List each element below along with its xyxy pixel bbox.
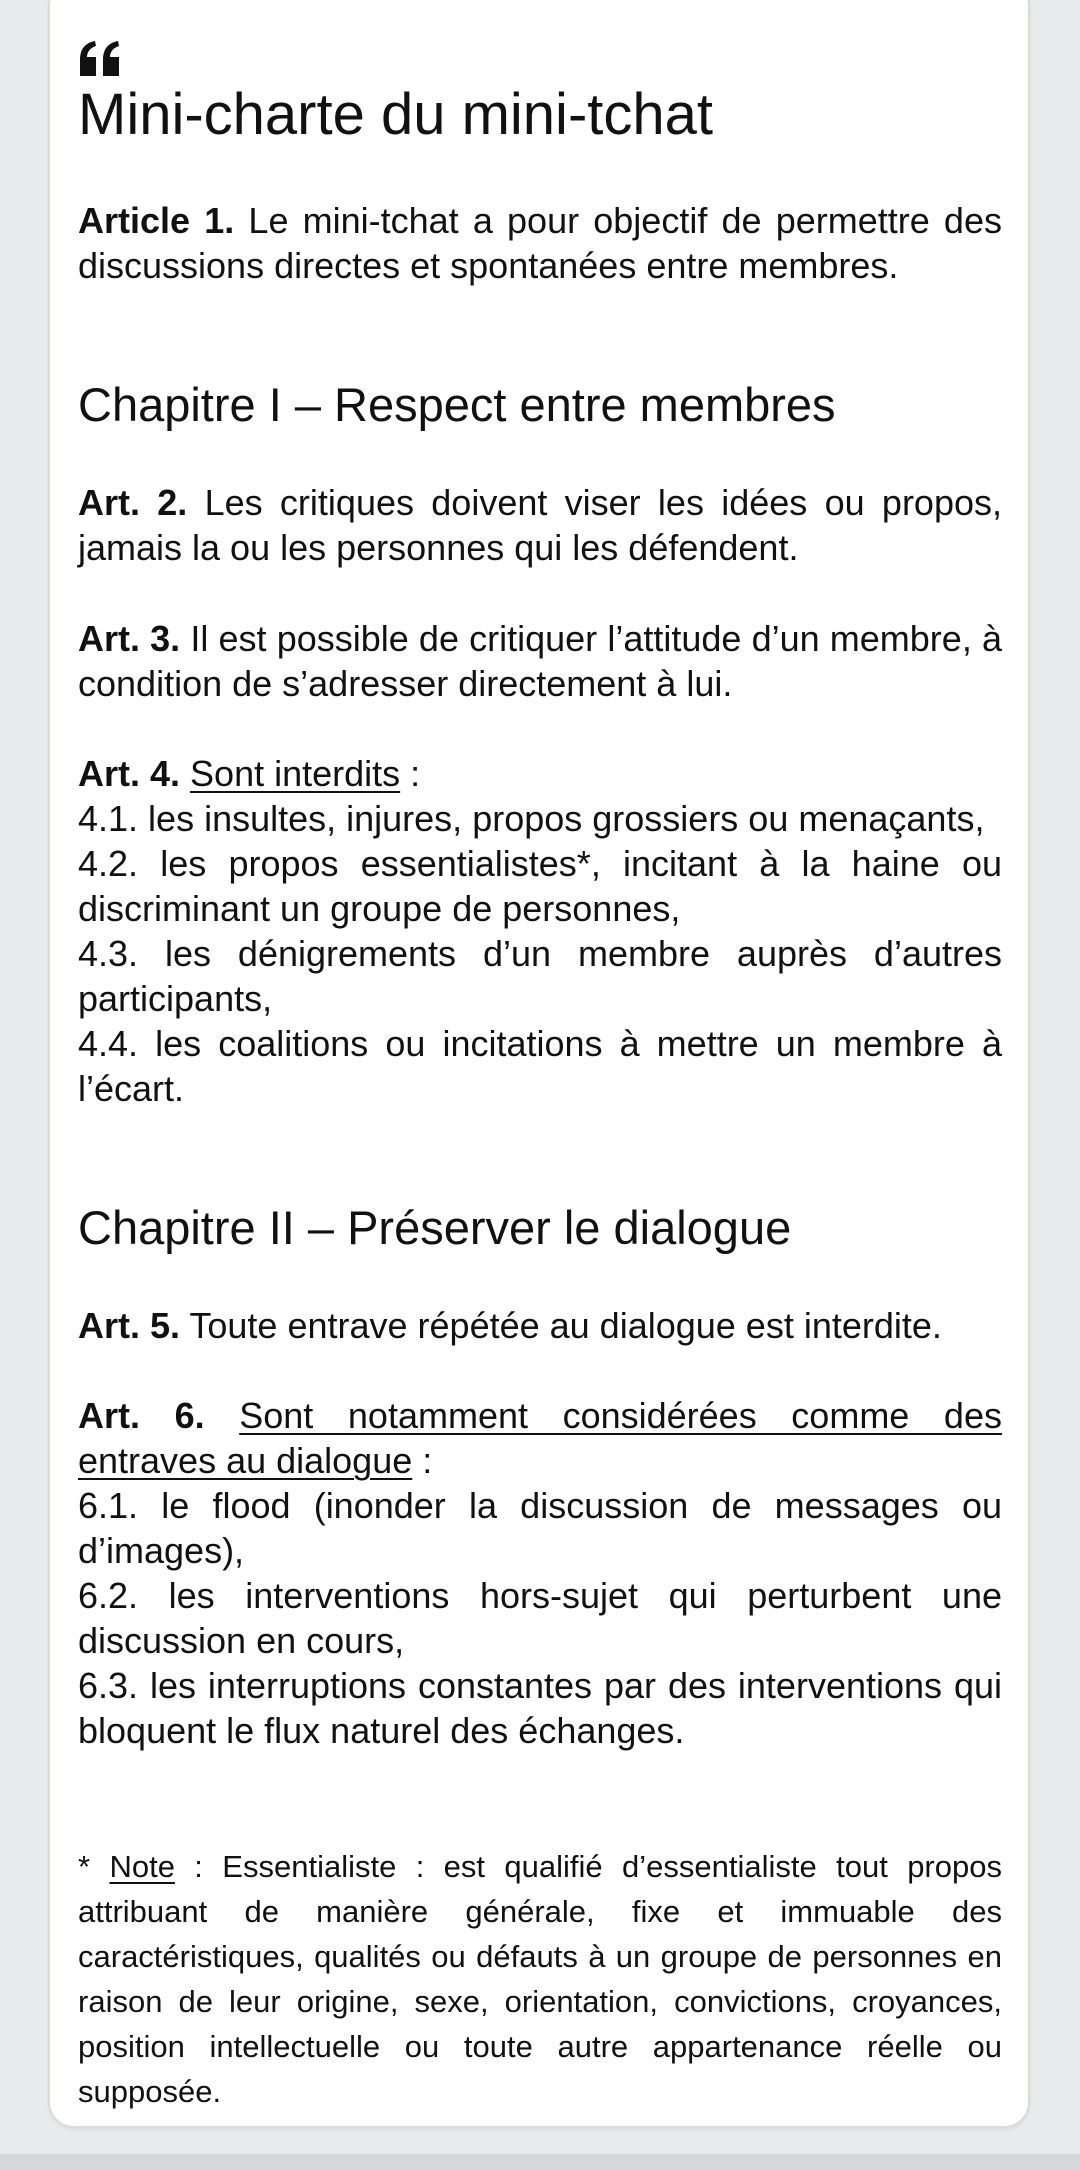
article-5-text: Toute entrave répétée au dialogue est interdite. (189, 1305, 942, 1346)
article-4-colon: : (400, 753, 421, 794)
chapter-2-title: Chapitre II – Préserver le dialogue (78, 1201, 792, 1254)
article-6-heading: Sont notamment considérées comme des entraves au dialogue (78, 1395, 1002, 1481)
article-3 (78, 616, 1002, 706)
article-4-heading: Sont interdits (190, 753, 401, 794)
article-6-item-2: 6.2. les interventions hors-sujet qui perturbent une discussion en cours, (78, 1575, 1002, 1661)
article-5 (78, 1303, 1002, 1348)
article-1-text: Le mini-tchat a pour objectif de permettre des discussions directes et spontanées entre membres. (78, 200, 1002, 286)
quote-icon (78, 40, 122, 78)
article-4 (78, 751, 1002, 1111)
article-3-label: Art. 3. (78, 618, 181, 659)
article-6-item-1: 6.1. le flood (inonder la discussion de messages ou d’images), (78, 1485, 1002, 1571)
footnote-text: : Essentialiste : est qualifié d’essentialiste tout propos attribuant de manière générale, fixe et immuable des caractéristiques, qualités ou défauts à un groupe de personnes en raison de leur origine, sexe, orientation, convictions, croyances, position intellectuelle ou toute autre appartenance réelle ou supposée. (78, 1849, 1002, 2109)
article-6 (78, 1393, 1002, 1753)
page-title: Mini-charte du mini-tchat (78, 82, 713, 147)
article-2-text: Les critiques doivent viser les idées ou propos, jamais la ou les personnes qui les défendent. (78, 482, 1002, 568)
article-4-item-3: 4.3. les dénigrements d’un membre auprès d’autres participants, (78, 933, 1002, 1019)
article-1-label: Article 1. (78, 200, 235, 241)
article-6-label: Art. 6. (78, 1395, 205, 1436)
article-4-item-4: 4.4. les coalitions ou incitations à mettre un membre à l’écart. (78, 1023, 1002, 1109)
article-1 (78, 198, 1002, 288)
article-2-label: Art. 2. (78, 482, 188, 523)
article-6-heading-line (78, 1393, 1002, 1483)
article-4-heading-line (78, 751, 1002, 796)
article-6-item-3: 6.3. les interruptions constantes par des interventions qui bloquent le flux naturel des échanges. (78, 1665, 1002, 1751)
chapter-1-title: Chapitre I – Respect entre membres (78, 378, 836, 431)
article-4-item-2: 4.2. les propos essentialistes*, incitant à la haine ou discriminant un groupe de personnes, (78, 843, 1002, 929)
article-2 (78, 480, 1002, 570)
article-6-colon: : (412, 1440, 433, 1481)
article-4-item-1: 4.1. les insultes, injures, propos grossiers ou menaçants, (78, 798, 985, 839)
article-3-text: Il est possible de critiquer l’attitude d’un membre, à condition de s’adresser directement à lui. (78, 618, 1003, 704)
footnote-asterisk: * (78, 1849, 91, 1884)
bottom-edge (0, 2154, 1080, 2170)
footnote-label: Note (109, 1849, 175, 1884)
article-5-label: Art. 5. (78, 1305, 181, 1346)
article-4-label: Art. 4. (78, 753, 181, 794)
footnote (78, 1844, 1002, 2114)
